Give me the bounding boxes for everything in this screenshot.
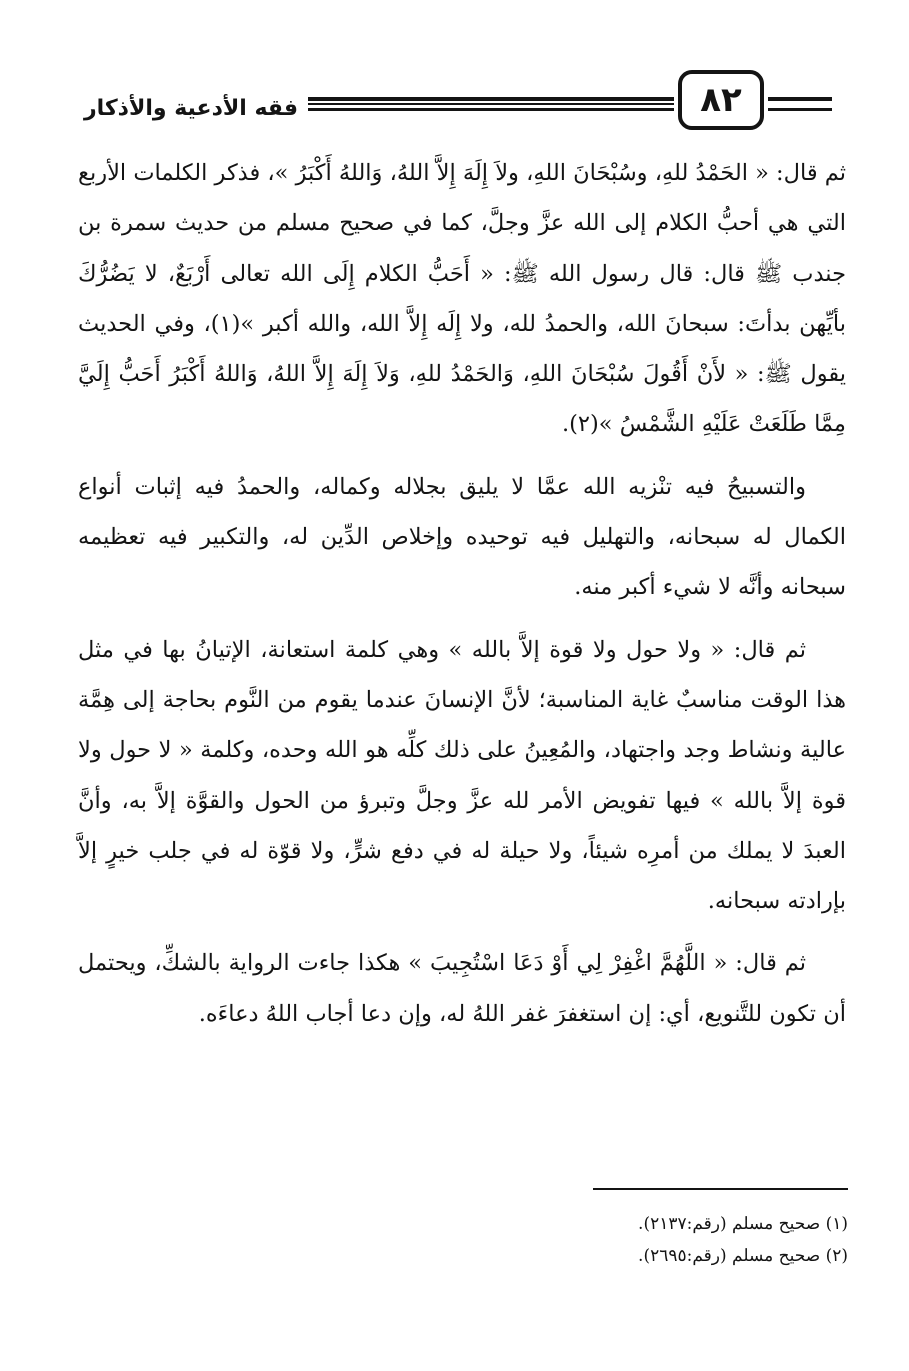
header-rule-left <box>308 97 674 111</box>
page-body <box>78 148 846 1051</box>
running-title: فقه الأدعية والأذكار <box>83 96 299 121</box>
paragraph: ثم قال: « الحَمْدُ للهِ، وسُبْحَانَ اللهِ، ولاَ إِلَهَ إِلاَّ اللهُ، وَاللهُ أَكْبَرُ »، فذكر الكلمات الأربع التي هي أحبُّ الكلام إلى الله عزَّ وجلَّ، كما في صحيح مسلم من حديث سمرة بن جندب ﷺ قال: قال رسول الله ﷺ: « أَحَبُّ الكلام إِلَى الله تعالى أَرْبَعٌ، لا يَضُرُّكَ بأيِّهن بدأتَ: سبحانَ الله، والحمدُ لله، ولا إِلَه إِلاَّ الله، والله أكبر »(١)، وفي الحديث يقول ﷺ: « لأَنْ أَقُولَ سُبْحَانَ اللهِ، وَالحَمْدُ للهِ، وَلاَ إِلَهَ إِلاَّ اللهُ، وَاللهُ أَكْبَرُ أَحَبُّ إِلَيَّ مِمَّا طَلَعَتْ عَلَيْهِ الشَّمْسُ »(٢). <box>78 160 846 438</box>
paragraph: والتسبيحُ فيه تنْزيه الله عمَّا لا يليق بجلاله وكماله، والحمدُ فيه إثبات أنواع الكمال له سبحانه، والتهليل فيه توحيده وإخلاص الدِّين له، والتكبير فيه تعظيمه سبحانه وأنَّه لا شيء أكبر منه. <box>78 473 846 601</box>
footnotes <box>400 1208 848 1272</box>
header-rule-right <box>768 97 832 111</box>
page-header <box>0 0 909 145</box>
footnote: (٢) صحيح مسلم (رقم:٢٦٩٥). <box>638 1246 848 1266</box>
page-number: ٨٢ <box>678 70 764 130</box>
paragraph: ثم قال: « اللَّهُمَّ اغْفِرْ لِي أَوْ دَعَا اسْتُجِيبَ » هكذا جاءت الرواية بالشكِّ، ويحتمل أن تكون للتَّنويع، أي: إن استغفرَ غفر اللهُ له، وإن دعا أجاب اللهُ دعاءَه. <box>78 950 846 1027</box>
footnote-separator <box>593 1188 848 1190</box>
paragraph: ثم قال: « ولا حول ولا قوة إلاَّ بالله » وهي كلمة استعانة، الإتيانُ بها في مثل هذا الوقت مناسبٌ غاية المناسبة؛ لأنَّ الإنسانَ عندما يقوم من النَّوم بحاجة إلى هِمَّة عالية ونشاط وجد واجتهاد، والمُعِينُ على ذلك كلِّه هو الله وحده، وكلمة « لا حول ولا قوة إلاَّ بالله » فيها تفويض الأمر لله عزَّ وجلَّ وتبرؤ من الحول والقوَّة إلاَّ به، وأنَّ العبدَ لا يملك من أمرِه شيئاً، ولا حيلة له في دفع شرٍّ، ولا قوّة له في جلب خيرٍ إلاَّ بإرادته سبحانه. <box>78 636 846 915</box>
footnote: (١) صحيح مسلم (رقم:٢١٣٧). <box>638 1214 848 1234</box>
